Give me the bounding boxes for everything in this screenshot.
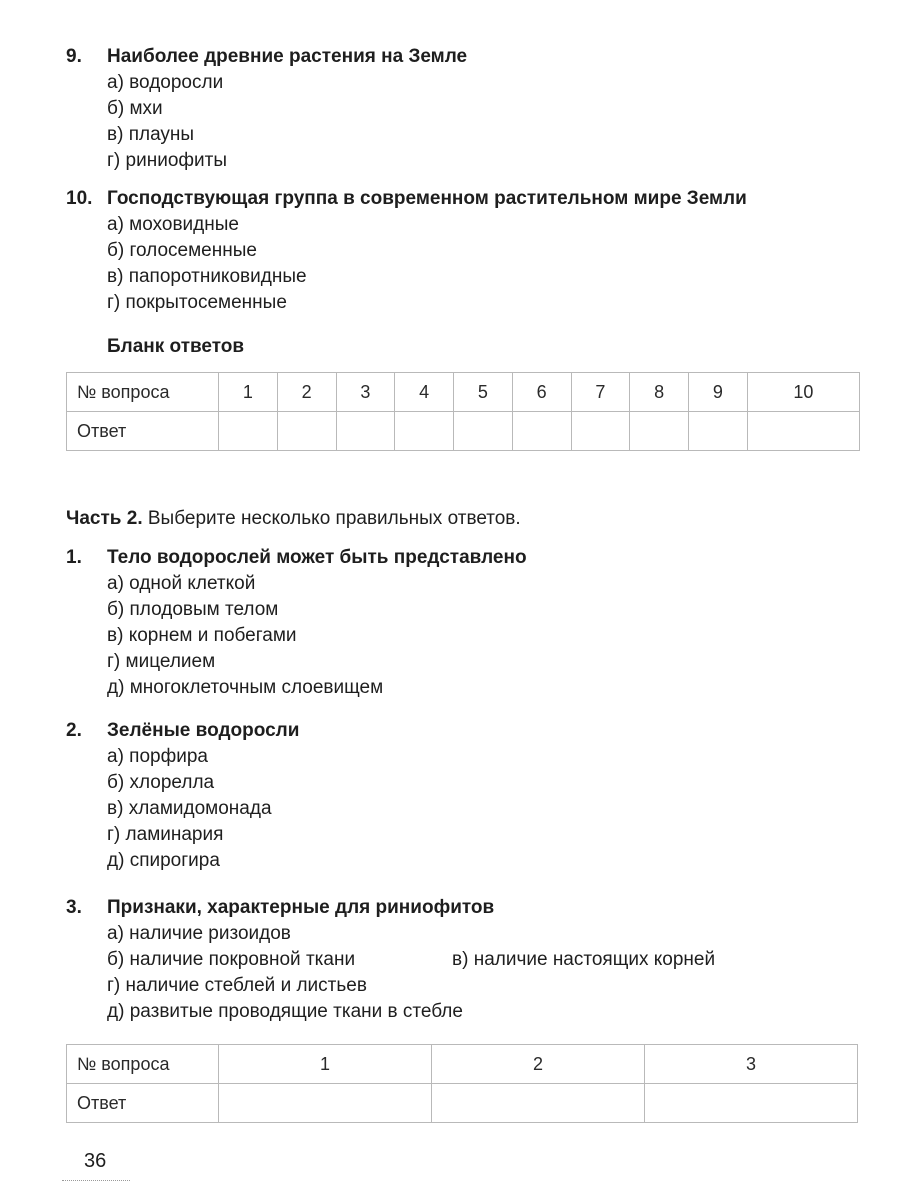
question-text: Зелёные водоросли bbox=[107, 720, 300, 741]
question-9 bbox=[66, 44, 866, 174]
option-b: б) мхи bbox=[107, 98, 163, 119]
answer-cell[interactable] bbox=[689, 412, 748, 451]
part2-label: Часть 2. bbox=[66, 508, 143, 529]
table-header-cell: № вопроса bbox=[67, 1045, 219, 1084]
table-row bbox=[67, 1045, 858, 1084]
answer-cell[interactable] bbox=[512, 412, 571, 451]
table-header-cell: Ответ bbox=[67, 412, 219, 451]
answer-table-part2 bbox=[66, 1044, 858, 1123]
option-c: в) хламидомонада bbox=[107, 798, 272, 819]
option-a: а) водоросли bbox=[107, 72, 224, 93]
question-number-cell: 2 bbox=[432, 1045, 645, 1084]
option-e: д) многоклеточным слоевищем bbox=[107, 677, 384, 698]
answer-sheet-title: Бланк ответов bbox=[107, 336, 245, 357]
question-number-cell: 8 bbox=[630, 373, 689, 412]
answer-cell[interactable] bbox=[219, 1084, 432, 1123]
page-number: 36 bbox=[84, 1150, 107, 1172]
option-a: а) моховидные bbox=[107, 214, 239, 235]
question-number-cell: 3 bbox=[645, 1045, 858, 1084]
option-a: а) одной клеткой bbox=[107, 573, 256, 594]
question-number-cell: 5 bbox=[454, 373, 513, 412]
option-b: б) плодовым телом bbox=[107, 599, 279, 620]
question-10 bbox=[66, 186, 866, 316]
answer-cell[interactable] bbox=[630, 412, 689, 451]
question-number-cell: 7 bbox=[571, 373, 630, 412]
option-b: б) хлорелла bbox=[107, 772, 215, 793]
question-number: 9. bbox=[66, 46, 82, 67]
option-d: г) мицелием bbox=[107, 651, 216, 672]
question-number: 1. bbox=[66, 547, 82, 568]
answer-cell[interactable] bbox=[432, 1084, 645, 1123]
answer-cell[interactable] bbox=[395, 412, 454, 451]
table-row bbox=[67, 412, 860, 451]
answer-cell[interactable] bbox=[277, 412, 336, 451]
question-text: Признаки, характерные для риниофитов bbox=[107, 897, 495, 918]
answer-cell[interactable] bbox=[219, 412, 278, 451]
footer-divider bbox=[62, 1180, 130, 1181]
question-number: 2. bbox=[66, 720, 82, 741]
question-number-cell: 2 bbox=[277, 373, 336, 412]
option-e: д) спирогира bbox=[107, 850, 220, 871]
table-header-cell: Ответ bbox=[67, 1084, 219, 1123]
answer-cell[interactable] bbox=[336, 412, 395, 451]
question-number: 10. bbox=[66, 188, 93, 209]
answer-table-part1 bbox=[66, 372, 860, 451]
part2-instruction: Выберите несколько правильных ответов. bbox=[142, 508, 521, 529]
question-number-cell: 6 bbox=[512, 373, 571, 412]
answer-cell[interactable] bbox=[747, 412, 859, 451]
option-a: а) порфира bbox=[107, 746, 208, 767]
option-c: в) папоротниковидные bbox=[107, 266, 307, 287]
option-d: г) риниофиты bbox=[107, 150, 227, 171]
question-number-cell: 1 bbox=[219, 373, 278, 412]
table-row bbox=[67, 373, 860, 412]
part2-question-2 bbox=[66, 718, 866, 874]
option-d: г) покрытосеменные bbox=[107, 292, 287, 313]
option-c: в) наличие настоящих корней bbox=[452, 949, 716, 970]
option-b: б) голосеменные bbox=[107, 240, 257, 261]
part2-question-3 bbox=[66, 895, 866, 1025]
table-header-cell: № вопроса bbox=[67, 373, 219, 412]
option-c: в) плауны bbox=[107, 124, 195, 145]
question-text: Господствующая группа в современном растительном мире Земли bbox=[107, 188, 747, 209]
question-number-cell: 1 bbox=[219, 1045, 432, 1084]
question-text: Тело водорослей может быть представлено bbox=[107, 547, 527, 568]
option-a: а) наличие ризоидов bbox=[107, 923, 291, 944]
question-text: Наиболее древние растения на Земле bbox=[107, 46, 468, 67]
part2-question-1 bbox=[66, 545, 866, 701]
question-number: 3. bbox=[66, 897, 82, 918]
answer-cell[interactable] bbox=[454, 412, 513, 451]
question-number-cell: 10 bbox=[747, 373, 859, 412]
option-e: д) развитые проводящие ткани в стебле bbox=[107, 1001, 463, 1022]
question-number-cell: 9 bbox=[689, 373, 748, 412]
question-number-cell: 4 bbox=[395, 373, 454, 412]
answer-cell[interactable] bbox=[571, 412, 630, 451]
option-c: в) корнем и побегами bbox=[107, 625, 297, 646]
answer-cell[interactable] bbox=[645, 1084, 858, 1123]
option-b: б) наличие покровной ткани bbox=[107, 949, 356, 970]
part2-heading bbox=[66, 508, 521, 530]
question-number-cell: 3 bbox=[336, 373, 395, 412]
option-d: г) наличие стеблей и листьев bbox=[107, 975, 367, 996]
option-d: г) ламинария bbox=[107, 824, 224, 845]
table-row bbox=[67, 1084, 858, 1123]
